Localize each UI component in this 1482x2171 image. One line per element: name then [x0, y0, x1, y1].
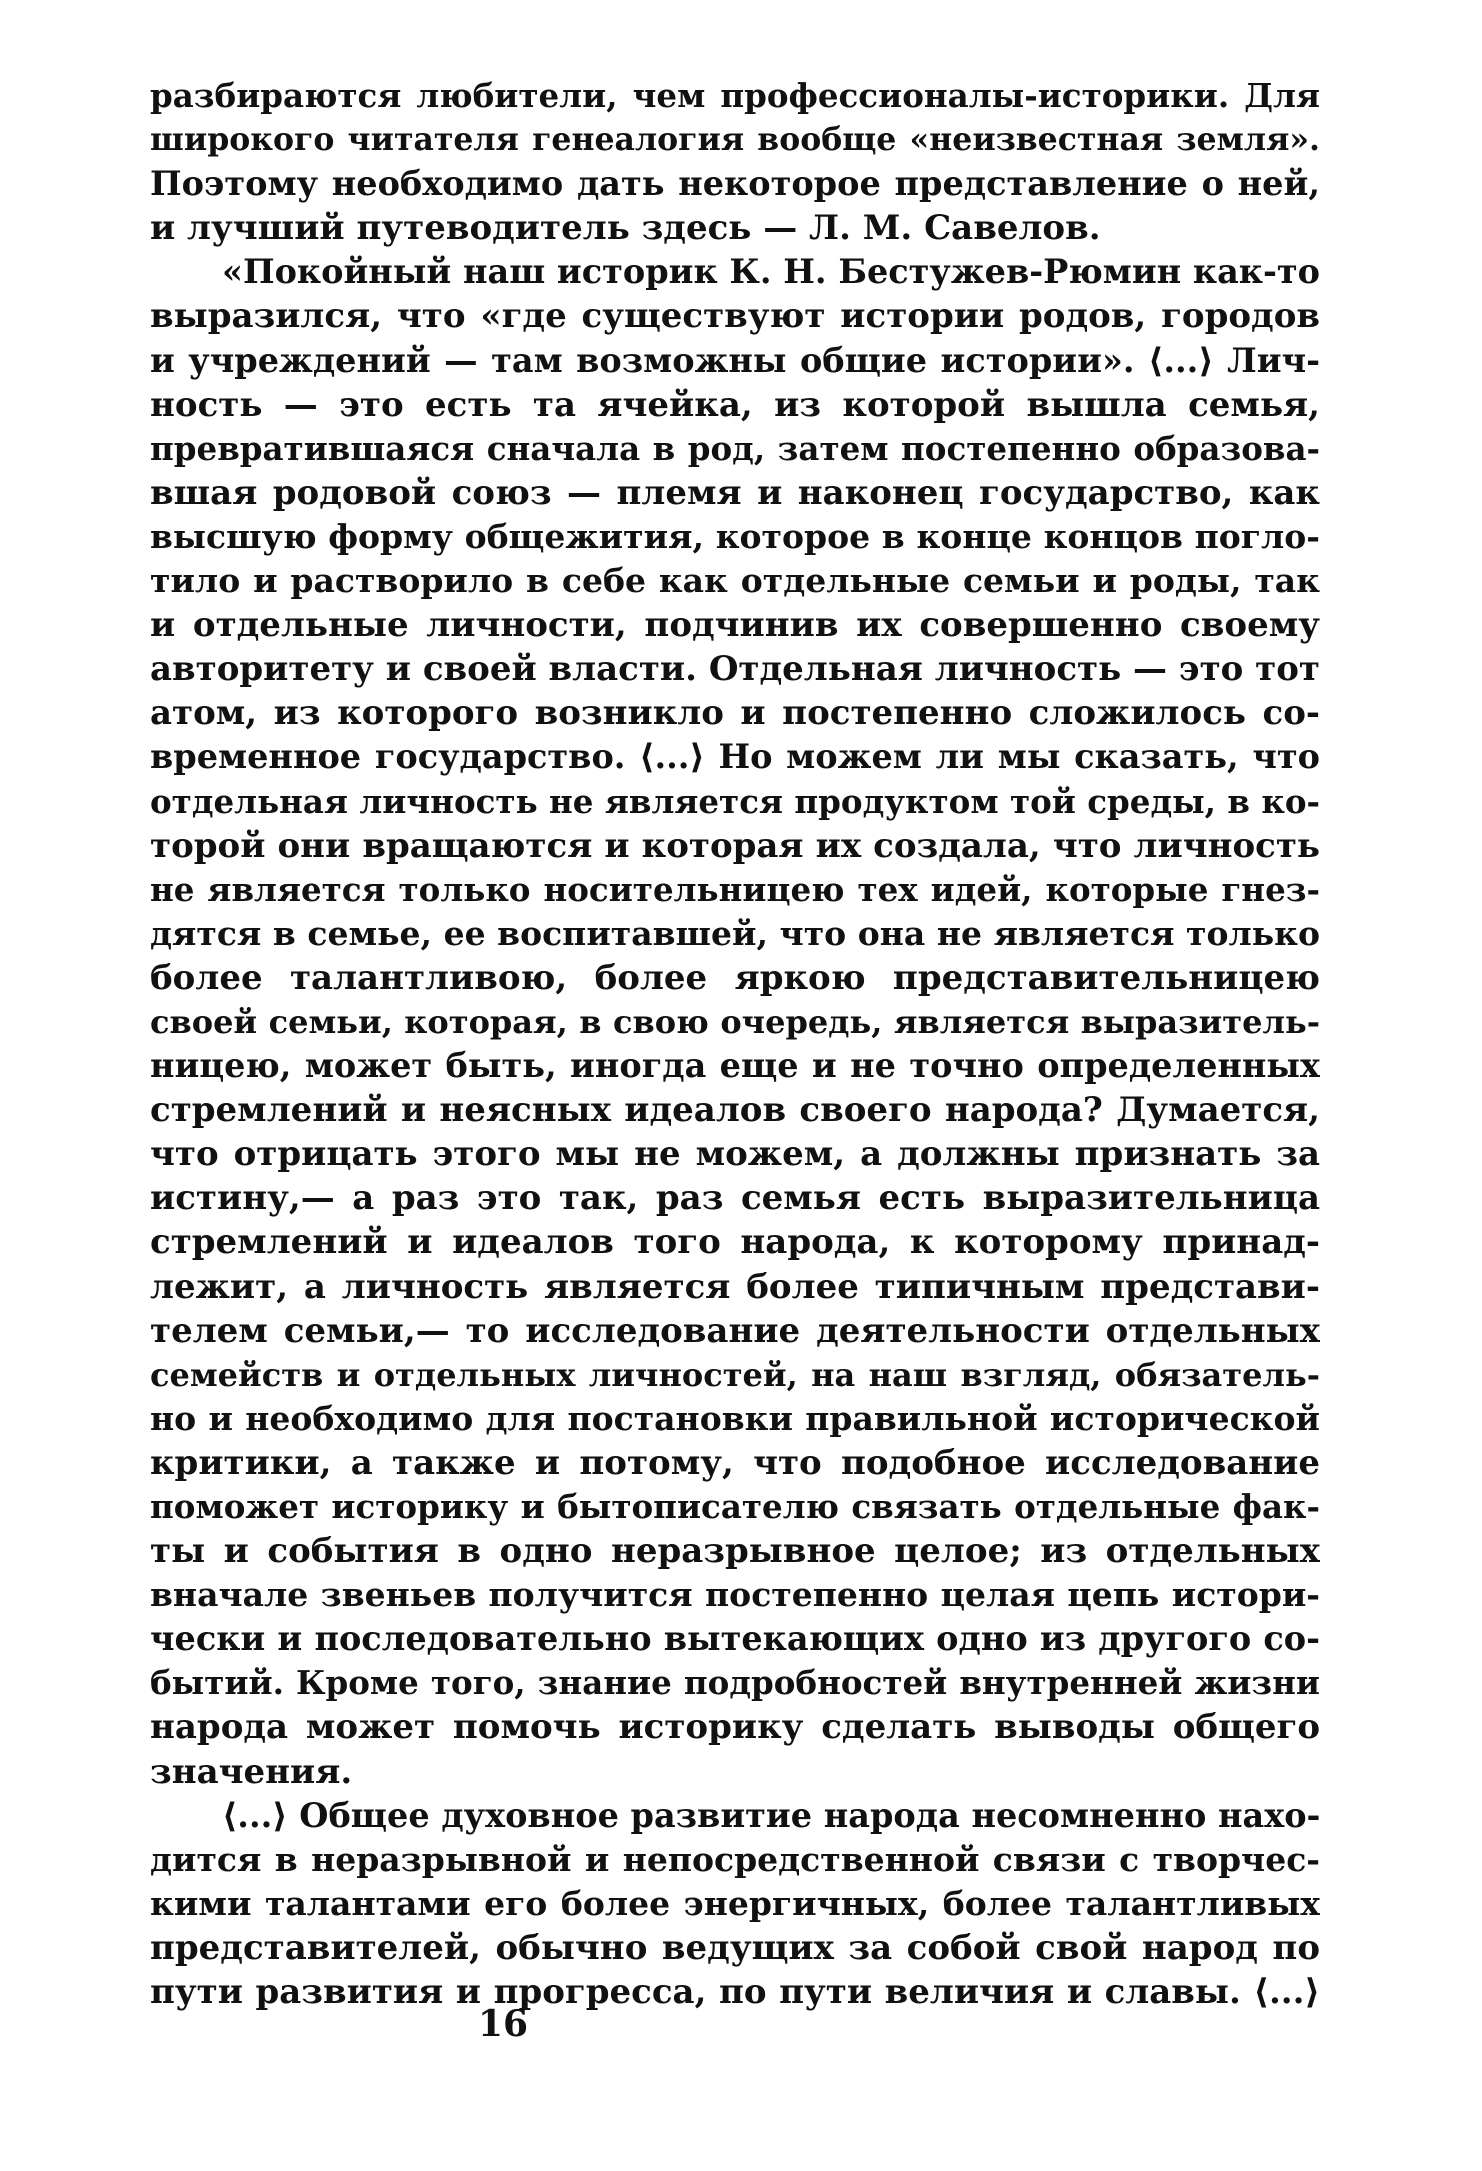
text-line: представителей, обычно ведущих за собой свой народ по: [150, 1927, 1320, 1968]
text-line: пути развития и прогресса, по пути величия и славы. ⟨...⟩: [150, 1972, 1320, 2013]
text-line: лежит, а личность является более типичным представи-: [150, 1266, 1320, 1307]
text-line: широкого читателя генеалогия вообще «неизвестная земля».: [150, 121, 1320, 159]
text-line: отдельная личность не является продуктом той среды, в ко-: [150, 781, 1320, 821]
text-line: критики, а также и потому, что подобное исследование: [150, 1442, 1320, 1483]
text-line: более талантливою, более яркою представительницею: [150, 957, 1320, 998]
text-line: семейств и отдельных личностей, на наш взгляд, обязатель-: [150, 1355, 1320, 1394]
text-line: тило и растворило в себе как отдельные семьи и роды, так: [150, 561, 1320, 601]
text-line: разбираются любители, чем профессионалы-историки. Для: [150, 76, 1320, 115]
text-line: и отдельные личности, подчинив их совершенно своему: [150, 605, 1320, 646]
text-line: вначале звеньев получится постепенно целая цепь истори-: [150, 1575, 1320, 1615]
text-line: временное государство. ⟨...⟩ Но можем ли мы сказать, что: [150, 737, 1320, 777]
text-line: своей семьи, которая, в свою очередь, является выразитель-: [150, 1002, 1320, 1041]
text-line: и учреждений — там возможны общие истории». ⟨...⟩ Лич-: [150, 340, 1320, 380]
text-line: и лучший путеводитель здесь — Л. М. Савелов.: [150, 208, 1101, 249]
text-line: стремлений и неясных идеалов своего народа? Думается,: [150, 1090, 1320, 1131]
text-line: чески и последовательно вытекающих одно из другого со-: [150, 1619, 1320, 1659]
text-line: истину,— а раз это так, раз семья есть выразительница: [150, 1178, 1320, 1219]
text-line: ность — это есть та ячейка, из которой вышла семья,: [150, 384, 1320, 425]
text-line: авторитету и своей власти. Отдельная личность — это тот: [150, 649, 1320, 690]
text-line: телем семьи,— то исследование деятельности отдельных: [150, 1310, 1320, 1351]
text-line: кими талантами его более энергичных, более талантливых: [150, 1883, 1320, 1923]
text-line: поможет историку и бытописателю связать отдельные фак-: [150, 1487, 1320, 1526]
text-line: что отрицать этого мы не можем, а должны признать за: [150, 1134, 1320, 1175]
text-line: вшая родовой союз — племя и наконец государство, как: [150, 472, 1320, 513]
text-line: Поэтому необходимо дать некоторое представление о ней,: [150, 164, 1320, 204]
text-line: высшую форму общежития, которое в конце концов погло-: [150, 516, 1320, 556]
text-line: ницею, может быть, иногда еще и не точно определенных: [150, 1046, 1320, 1086]
body-text: [150, 74, 1320, 2014]
text-line: не является только носительницею тех идей, которые гнез-: [150, 869, 1320, 909]
text-line: выразился, что «где существуют истории родов, городов: [150, 296, 1320, 337]
text-line: дятся в семье, ее воспитавшей, что она не является только: [150, 913, 1320, 953]
text-line: ⟨...⟩ Общее духовное развитие народа несомненно нахо-: [222, 1795, 1320, 1835]
text-line: но и необходимо для постановки правильной исторической: [150, 1398, 1320, 1438]
text-line: дится в неразрывной и непосредственной связи с творчес-: [150, 1839, 1320, 1879]
text-line: народа может помочь историку сделать выводы общего: [150, 1707, 1320, 1748]
page-number: 16: [478, 2003, 529, 2045]
text-line: ты и события в одно неразрывное целое; из отдельных: [150, 1531, 1320, 1572]
text-line: «Покойный наш историк К. Н. Бестужев-Рюмин как-то: [222, 252, 1320, 292]
text-line: атом, из которого возникло и постепенно сложилось со-: [150, 693, 1320, 734]
text-line: значения.: [150, 1751, 353, 1792]
text-line: превратившаяся сначала в род, затем постепенно образова-: [150, 428, 1320, 468]
text-line: бытий. Кроме того, знание подробностей внутренней жизни: [150, 1663, 1320, 1703]
text-line: торой они вращаются и которая их создала, что личность: [150, 825, 1320, 866]
text-line: стремлений и идеалов того народа, к которому принад-: [150, 1222, 1320, 1263]
